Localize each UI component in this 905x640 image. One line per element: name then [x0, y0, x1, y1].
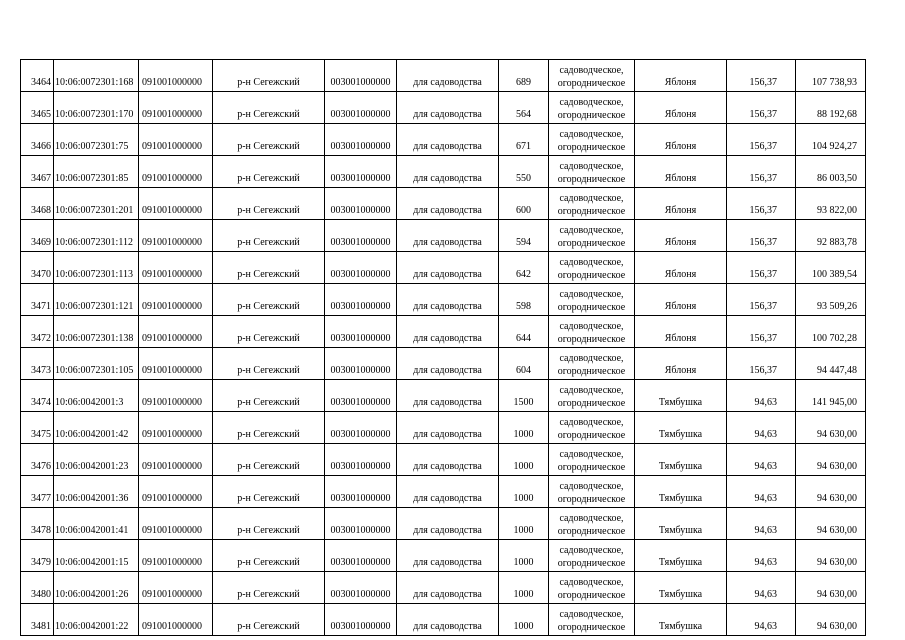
district-cell: р-н Сегежский — [213, 380, 325, 412]
oktmo-code-cell: 003001000000 — [325, 188, 397, 220]
oktmo-code-cell: 003001000000 — [325, 60, 397, 92]
district-cell: р-н Сегежский — [213, 412, 325, 444]
cadastral-value-cell: 100 702,28 — [796, 316, 866, 348]
row-number-cell: 3473 — [21, 348, 54, 380]
district-cell: р-н Сегежский — [213, 508, 325, 540]
table-row — [21, 380, 866, 412]
district-cell: р-н Сегежский — [213, 444, 325, 476]
permitted-use-cell: для садоводства — [397, 572, 499, 604]
table-row — [21, 476, 866, 508]
category-line-1: садоводческое, — [559, 161, 624, 172]
cadastral-number-cell: 10:06:0072301:121 — [54, 284, 139, 316]
category-line-1: садоводческое, — [559, 385, 624, 396]
locality-cell: Яблоня — [635, 316, 727, 348]
locality-cell: Яблоня — [635, 92, 727, 124]
area-cell: 1000 — [499, 540, 549, 572]
permitted-use-cell: для садоводства — [397, 220, 499, 252]
row-number-cell: 3466 — [21, 124, 54, 156]
cadastral-number-cell: 10:06:0072301:112 — [54, 220, 139, 252]
district-cell: р-н Сегежский — [213, 92, 325, 124]
district-cell: р-н Сегежский — [213, 348, 325, 380]
locality-cell: Яблоня — [635, 220, 727, 252]
category-cell — [549, 60, 635, 92]
cadastral-value-cell: 94 630,00 — [796, 444, 866, 476]
permitted-use-cell: для садоводства — [397, 284, 499, 316]
locality-cell: Тямбушка — [635, 412, 727, 444]
category-line-2: огородническое — [557, 430, 626, 441]
table-row — [21, 508, 866, 540]
district-cell: р-н Сегежский — [213, 188, 325, 220]
locality-cell: Яблоня — [635, 124, 727, 156]
locality-cell: Яблоня — [635, 348, 727, 380]
table-row — [21, 540, 866, 572]
cadastral-number-cell: 10:06:0042001:22 — [54, 604, 139, 636]
oktmo-code-cell: 003001000000 — [325, 284, 397, 316]
locality-cell: Тямбушка — [635, 604, 727, 636]
permitted-use-cell: для садоводства — [397, 508, 499, 540]
category-line-1: садоводческое, — [559, 225, 624, 236]
oktmo-code-cell: 003001000000 — [325, 508, 397, 540]
category-line-2: огородническое — [557, 590, 626, 601]
oktmo-code-cell: 003001000000 — [325, 412, 397, 444]
cadastral-number-cell: 10:06:0072301:75 — [54, 124, 139, 156]
specific-value-cell: 94,63 — [727, 412, 796, 444]
area-cell: 550 — [499, 156, 549, 188]
okato-code-cell: 091001000000 — [139, 316, 213, 348]
area-cell: 689 — [499, 60, 549, 92]
specific-value-cell: 94,63 — [727, 476, 796, 508]
category-line-2: огородническое — [557, 142, 626, 153]
area-cell: 642 — [499, 252, 549, 284]
area-cell: 1000 — [499, 476, 549, 508]
table-row — [21, 252, 866, 284]
cadastral-number-cell: 10:06:0072301:168 — [54, 60, 139, 92]
category-cell — [549, 540, 635, 572]
category-cell — [549, 156, 635, 188]
oktmo-code-cell: 003001000000 — [325, 92, 397, 124]
oktmo-code-cell: 003001000000 — [325, 156, 397, 188]
row-number-cell: 3468 — [21, 188, 54, 220]
row-number-cell: 3465 — [21, 92, 54, 124]
cadastral-number-cell: 10:06:0072301:113 — [54, 252, 139, 284]
permitted-use-cell: для садоводства — [397, 252, 499, 284]
permitted-use-cell: для садоводства — [397, 188, 499, 220]
table-row — [21, 220, 866, 252]
table-row — [21, 348, 866, 380]
table-row — [21, 284, 866, 316]
category-line-2: огородническое — [557, 174, 626, 185]
area-cell: 1000 — [499, 572, 549, 604]
area-cell: 1000 — [499, 412, 549, 444]
locality-cell: Яблоня — [635, 60, 727, 92]
table-row — [21, 572, 866, 604]
specific-value-cell: 156,37 — [727, 316, 796, 348]
cadastral-number-cell: 10:06:0042001:3 — [54, 380, 139, 412]
district-cell: р-н Сегежский — [213, 476, 325, 508]
permitted-use-cell: для садоводства — [397, 476, 499, 508]
locality-cell: Тямбушка — [635, 444, 727, 476]
permitted-use-cell: для садоводства — [397, 316, 499, 348]
row-number-cell: 3475 — [21, 412, 54, 444]
cadastral-value-cell: 94 630,00 — [796, 604, 866, 636]
cadastral-number-cell: 10:06:0072301:85 — [54, 156, 139, 188]
cadastral-number-cell: 10:06:0042001:26 — [54, 572, 139, 604]
area-cell: 594 — [499, 220, 549, 252]
specific-value-cell: 94,63 — [727, 508, 796, 540]
cadastral-value-cell: 88 192,68 — [796, 92, 866, 124]
category-cell — [549, 508, 635, 540]
category-cell — [549, 412, 635, 444]
area-cell: 1500 — [499, 380, 549, 412]
category-line-1: садоводческое, — [559, 577, 624, 588]
row-number-cell: 3471 — [21, 284, 54, 316]
oktmo-code-cell: 003001000000 — [325, 252, 397, 284]
cadastral-value-cell: 94 630,00 — [796, 540, 866, 572]
row-number-cell: 3480 — [21, 572, 54, 604]
district-cell: р-н Сегежский — [213, 252, 325, 284]
category-line-1: садоводческое, — [559, 353, 624, 364]
cadastral-value-cell: 94 630,00 — [796, 572, 866, 604]
district-cell: р-н Сегежский — [213, 572, 325, 604]
permitted-use-cell: для садоводства — [397, 540, 499, 572]
area-cell: 604 — [499, 348, 549, 380]
cadastral-number-cell: 10:06:0072301:201 — [54, 188, 139, 220]
specific-value-cell: 156,37 — [727, 220, 796, 252]
locality-cell: Яблоня — [635, 188, 727, 220]
cadastral-number-cell: 10:06:0072301:170 — [54, 92, 139, 124]
specific-value-cell: 94,63 — [727, 444, 796, 476]
cadastral-number-cell: 10:06:0042001:41 — [54, 508, 139, 540]
category-line-1: садоводческое, — [559, 513, 624, 524]
category-line-1: садоводческое, — [559, 417, 624, 428]
permitted-use-cell: для садоводства — [397, 348, 499, 380]
okato-code-cell: 091001000000 — [139, 476, 213, 508]
okato-code-cell: 091001000000 — [139, 604, 213, 636]
row-number-cell: 3477 — [21, 476, 54, 508]
category-line-1: садоводческое, — [559, 129, 624, 140]
cadastral-number-cell: 10:06:0072301:105 — [54, 348, 139, 380]
oktmo-code-cell: 003001000000 — [325, 380, 397, 412]
permitted-use-cell: для садоводства — [397, 156, 499, 188]
category-line-2: огородническое — [557, 526, 626, 537]
category-cell — [549, 284, 635, 316]
locality-cell: Тямбушка — [635, 572, 727, 604]
district-cell: р-н Сегежский — [213, 284, 325, 316]
okato-code-cell: 091001000000 — [139, 540, 213, 572]
category-line-2: огородническое — [557, 238, 626, 249]
oktmo-code-cell: 003001000000 — [325, 604, 397, 636]
okato-code-cell: 091001000000 — [139, 156, 213, 188]
specific-value-cell: 94,63 — [727, 572, 796, 604]
permitted-use-cell: для садоводства — [397, 380, 499, 412]
okato-code-cell: 091001000000 — [139, 188, 213, 220]
oktmo-code-cell: 003001000000 — [325, 572, 397, 604]
row-number-cell: 3474 — [21, 380, 54, 412]
row-number-cell: 3472 — [21, 316, 54, 348]
category-cell — [549, 572, 635, 604]
table-row — [21, 156, 866, 188]
row-number-cell: 3467 — [21, 156, 54, 188]
area-cell: 644 — [499, 316, 549, 348]
specific-value-cell: 94,63 — [727, 540, 796, 572]
category-cell — [549, 252, 635, 284]
cadastral-value-cell: 86 003,50 — [796, 156, 866, 188]
category-line-2: огородническое — [557, 622, 626, 633]
category-line-1: садоводческое, — [559, 65, 624, 76]
cadastral-value-cell: 107 738,93 — [796, 60, 866, 92]
district-cell: р-н Сегежский — [213, 220, 325, 252]
category-line-1: садоводческое, — [559, 449, 624, 460]
specific-value-cell: 156,37 — [727, 284, 796, 316]
table-row — [21, 604, 866, 636]
oktmo-code-cell: 003001000000 — [325, 316, 397, 348]
locality-cell: Тямбушка — [635, 476, 727, 508]
category-cell — [549, 316, 635, 348]
permitted-use-cell: для садоводства — [397, 604, 499, 636]
category-cell — [549, 476, 635, 508]
cadastral-number-cell: 10:06:0042001:36 — [54, 476, 139, 508]
cadastral-value-cell: 93 822,00 — [796, 188, 866, 220]
specific-value-cell: 156,37 — [727, 252, 796, 284]
category-line-1: садоводческое, — [559, 257, 624, 268]
specific-value-cell: 156,37 — [727, 188, 796, 220]
specific-value-cell: 94,63 — [727, 604, 796, 636]
permitted-use-cell: для садоводства — [397, 444, 499, 476]
specific-value-cell: 156,37 — [727, 60, 796, 92]
specific-value-cell: 156,37 — [727, 92, 796, 124]
oktmo-code-cell: 003001000000 — [325, 124, 397, 156]
category-line-2: огородническое — [557, 398, 626, 409]
cadastral-value-cell: 94 447,48 — [796, 348, 866, 380]
permitted-use-cell: для садоводства — [397, 412, 499, 444]
table-row — [21, 444, 866, 476]
category-cell — [549, 348, 635, 380]
locality-cell: Тямбушка — [635, 508, 727, 540]
area-cell: 1000 — [499, 604, 549, 636]
category-line-2: огородническое — [557, 462, 626, 473]
locality-cell: Яблоня — [635, 156, 727, 188]
permitted-use-cell: для садоводства — [397, 124, 499, 156]
okato-code-cell: 091001000000 — [139, 348, 213, 380]
cadastral-value-cell: 94 630,00 — [796, 476, 866, 508]
area-cell: 1000 — [499, 444, 549, 476]
row-number-cell: 3476 — [21, 444, 54, 476]
okato-code-cell: 091001000000 — [139, 284, 213, 316]
cadastral-number-cell: 10:06:0042001:42 — [54, 412, 139, 444]
okato-code-cell: 091001000000 — [139, 124, 213, 156]
okato-code-cell: 091001000000 — [139, 220, 213, 252]
specific-value-cell: 156,37 — [727, 156, 796, 188]
oktmo-code-cell: 003001000000 — [325, 444, 397, 476]
cadastral-value-cell: 104 924,27 — [796, 124, 866, 156]
cadastral-number-cell: 10:06:0042001:15 — [54, 540, 139, 572]
category-line-1: садоводческое, — [559, 97, 624, 108]
okato-code-cell: 091001000000 — [139, 444, 213, 476]
category-line-2: огородническое — [557, 110, 626, 121]
row-number-cell: 3469 — [21, 220, 54, 252]
okato-code-cell: 091001000000 — [139, 252, 213, 284]
area-cell: 600 — [499, 188, 549, 220]
category-cell — [549, 124, 635, 156]
category-line-2: огородническое — [557, 494, 626, 505]
category-line-2: огородническое — [557, 302, 626, 313]
category-cell — [549, 220, 635, 252]
specific-value-cell: 156,37 — [727, 124, 796, 156]
table-row — [21, 60, 866, 92]
oktmo-code-cell: 003001000000 — [325, 348, 397, 380]
category-line-2: огородническое — [557, 78, 626, 89]
cadastral-number-cell: 10:06:0042001:23 — [54, 444, 139, 476]
row-number-cell: 3479 — [21, 540, 54, 572]
category-line-2: огородническое — [557, 558, 626, 569]
row-number-cell: 3481 — [21, 604, 54, 636]
locality-cell: Яблоня — [635, 252, 727, 284]
district-cell: р-н Сегежский — [213, 540, 325, 572]
oktmo-code-cell: 003001000000 — [325, 540, 397, 572]
row-number-cell: 3470 — [21, 252, 54, 284]
category-line-2: огородническое — [557, 270, 626, 281]
category-line-1: садоводческое, — [559, 609, 624, 620]
permitted-use-cell: для садоводства — [397, 92, 499, 124]
locality-cell: Тямбушка — [635, 380, 727, 412]
table-body — [21, 60, 866, 636]
land-parcel-table — [20, 59, 866, 636]
okato-code-cell: 091001000000 — [139, 380, 213, 412]
category-cell — [549, 188, 635, 220]
cadastral-value-cell: 100 389,54 — [796, 252, 866, 284]
oktmo-code-cell: 003001000000 — [325, 220, 397, 252]
district-cell: р-н Сегежский — [213, 604, 325, 636]
cadastral-value-cell: 92 883,78 — [796, 220, 866, 252]
table-row — [21, 124, 866, 156]
category-cell — [549, 380, 635, 412]
category-line-2: огородническое — [557, 366, 626, 377]
okato-code-cell: 091001000000 — [139, 412, 213, 444]
table-row — [21, 92, 866, 124]
district-cell: р-н Сегежский — [213, 124, 325, 156]
category-line-1: садоводческое, — [559, 545, 624, 556]
district-cell: р-н Сегежский — [213, 316, 325, 348]
row-number-cell: 3464 — [21, 60, 54, 92]
table-row — [21, 412, 866, 444]
okato-code-cell: 091001000000 — [139, 508, 213, 540]
cadastral-value-cell: 93 509,26 — [796, 284, 866, 316]
category-cell — [549, 444, 635, 476]
area-cell: 1000 — [499, 508, 549, 540]
district-cell: р-н Сегежский — [213, 60, 325, 92]
category-line-1: садоводческое, — [559, 193, 624, 204]
permitted-use-cell: для садоводства — [397, 60, 499, 92]
okato-code-cell: 091001000000 — [139, 572, 213, 604]
okato-code-cell: 091001000000 — [139, 60, 213, 92]
oktmo-code-cell: 003001000000 — [325, 476, 397, 508]
cadastral-value-cell: 94 630,00 — [796, 508, 866, 540]
category-line-2: огородническое — [557, 206, 626, 217]
cadastral-value-cell: 141 945,00 — [796, 380, 866, 412]
locality-cell: Яблоня — [635, 284, 727, 316]
table-row — [21, 188, 866, 220]
cadastral-number-cell: 10:06:0072301:138 — [54, 316, 139, 348]
cadastral-value-cell: 94 630,00 — [796, 412, 866, 444]
area-cell: 598 — [499, 284, 549, 316]
category-line-1: садоводческое, — [559, 481, 624, 492]
specific-value-cell: 156,37 — [727, 348, 796, 380]
area-cell: 671 — [499, 124, 549, 156]
locality-cell: Тямбушка — [635, 540, 727, 572]
okato-code-cell: 091001000000 — [139, 92, 213, 124]
category-line-1: садоводческое, — [559, 289, 624, 300]
row-number-cell: 3478 — [21, 508, 54, 540]
category-cell — [549, 92, 635, 124]
district-cell: р-н Сегежский — [213, 156, 325, 188]
category-line-1: садоводческое, — [559, 321, 624, 332]
area-cell: 564 — [499, 92, 549, 124]
table-row — [21, 316, 866, 348]
category-line-2: огородническое — [557, 334, 626, 345]
specific-value-cell: 94,63 — [727, 380, 796, 412]
category-cell — [549, 604, 635, 636]
